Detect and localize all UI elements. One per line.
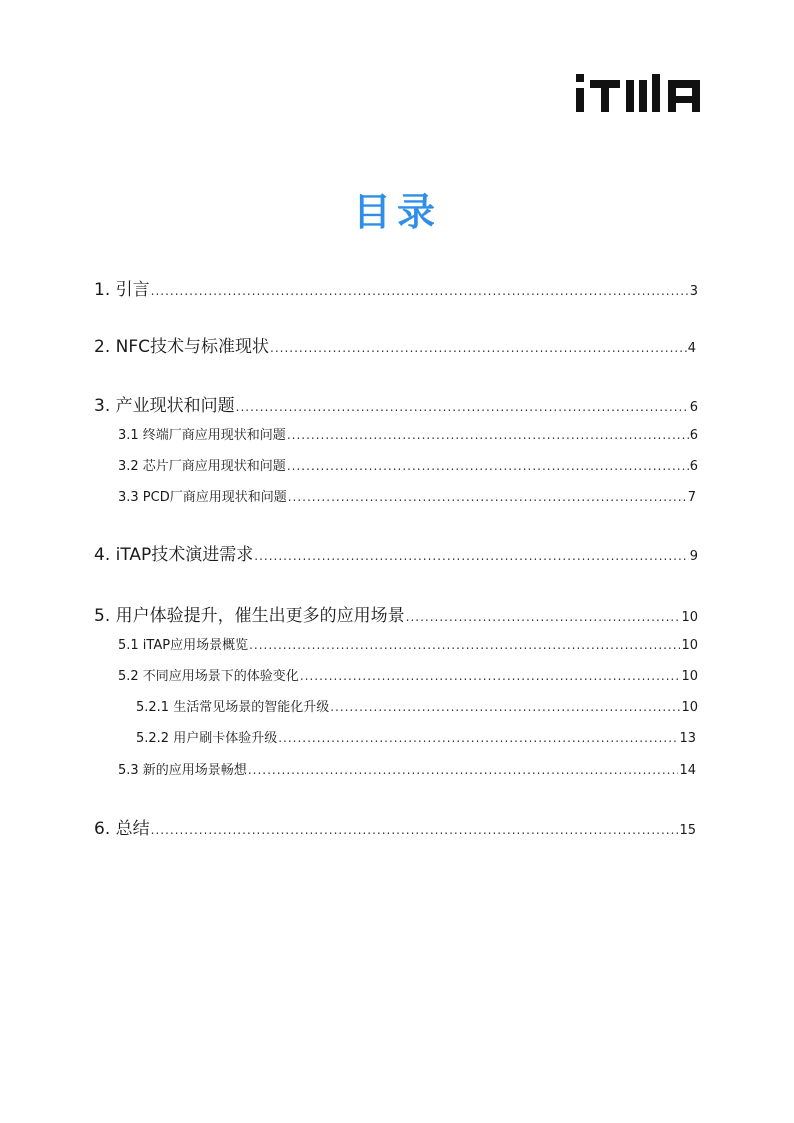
toc-leader-dots [151,284,689,298]
toc-entry-label: 6. 总结 [94,819,150,839]
toc-leader-dots [330,700,680,714]
toc-entry-page: 10 [681,669,698,684]
toc-leader-dots [249,638,680,652]
toc-entry[interactable] [0,486,794,505]
toc-entry-page: 4 [687,341,696,356]
toc-entry-label: 5. 用户体验提升，催生出更多的应用场景 [94,606,405,626]
toc-leader-dots [287,459,689,473]
toc-leader-dots [288,490,687,504]
page-title: 目录 [352,190,441,234]
toc-entry-label: 1. 引言 [94,280,150,300]
toc-entry[interactable] [0,727,794,746]
toc-entry-label: 3. 产业现状和问题 [94,396,235,416]
toc-entry[interactable] [0,601,794,626]
toc-entry-page: 10 [681,638,698,653]
toc-entry-label: 5.2.1 生活常见场景的智能化升级 [136,700,330,715]
toc-leader-dots [406,610,681,624]
toc-entry-label: 5.3 新的应用场景畅想 [118,763,247,778]
toc-entry-page: 10 [681,610,698,625]
toc-entry-page: 13 [679,731,696,746]
toc-entry[interactable] [0,275,794,300]
toc-entry-label: 3.2 芯片厂商应用现状和问题 [118,459,286,474]
toc-entry-page: 15 [679,823,696,838]
toc-entry-page: 14 [679,763,696,778]
toc-entry[interactable] [0,332,794,357]
toc-entry-label: 5.2 不同应用场景下的体验变化 [118,669,299,684]
toc-entry[interactable] [0,696,794,715]
toc-entry-label: 2. NFC技术与标准现状 [94,337,269,357]
toc-entry-page: 6 [689,400,698,415]
toc-entry-label: 5.2.2 用户刷卡体验升级 [136,731,278,746]
toc-entry-page: 9 [689,549,698,564]
itma-logo [576,74,700,112]
toc-leader-dots [270,341,687,355]
toc-entry-label: 5.1 iTAP应用场景概览 [118,638,249,653]
toc-entry[interactable] [0,665,794,684]
toc-entry[interactable] [0,391,794,416]
toc-entry[interactable] [0,424,794,443]
itma-logo-mark [576,74,700,112]
toc-leader-dots [236,400,689,414]
toc-entry-page: 10 [681,700,698,715]
toc-entry[interactable] [0,759,794,778]
toc-entry[interactable] [0,814,794,839]
toc-leader-dots [254,549,688,563]
toc-leader-dots [248,763,679,777]
toc-entry-label: 3.1 终端厂商应用现状和问题 [118,428,286,443]
toc-entry-label: 4. iTAP技术演进需求 [94,545,254,565]
toc-leader-dots [151,823,679,837]
toc-entry-page: 6 [689,459,698,474]
toc-entry[interactable] [0,634,794,653]
toc-entry[interactable] [0,540,794,565]
toc-leader-dots [287,428,689,442]
toc-entry-page: 3 [689,284,698,299]
toc-leader-dots [278,731,678,745]
toc-entry[interactable] [0,455,794,474]
toc-leader-dots [300,669,681,683]
toc-entry-page: 6 [689,428,698,443]
toc-entry-page: 7 [687,490,696,505]
toc-entry-label: 3.3 PCD厂商应用现状和问题 [118,490,287,505]
